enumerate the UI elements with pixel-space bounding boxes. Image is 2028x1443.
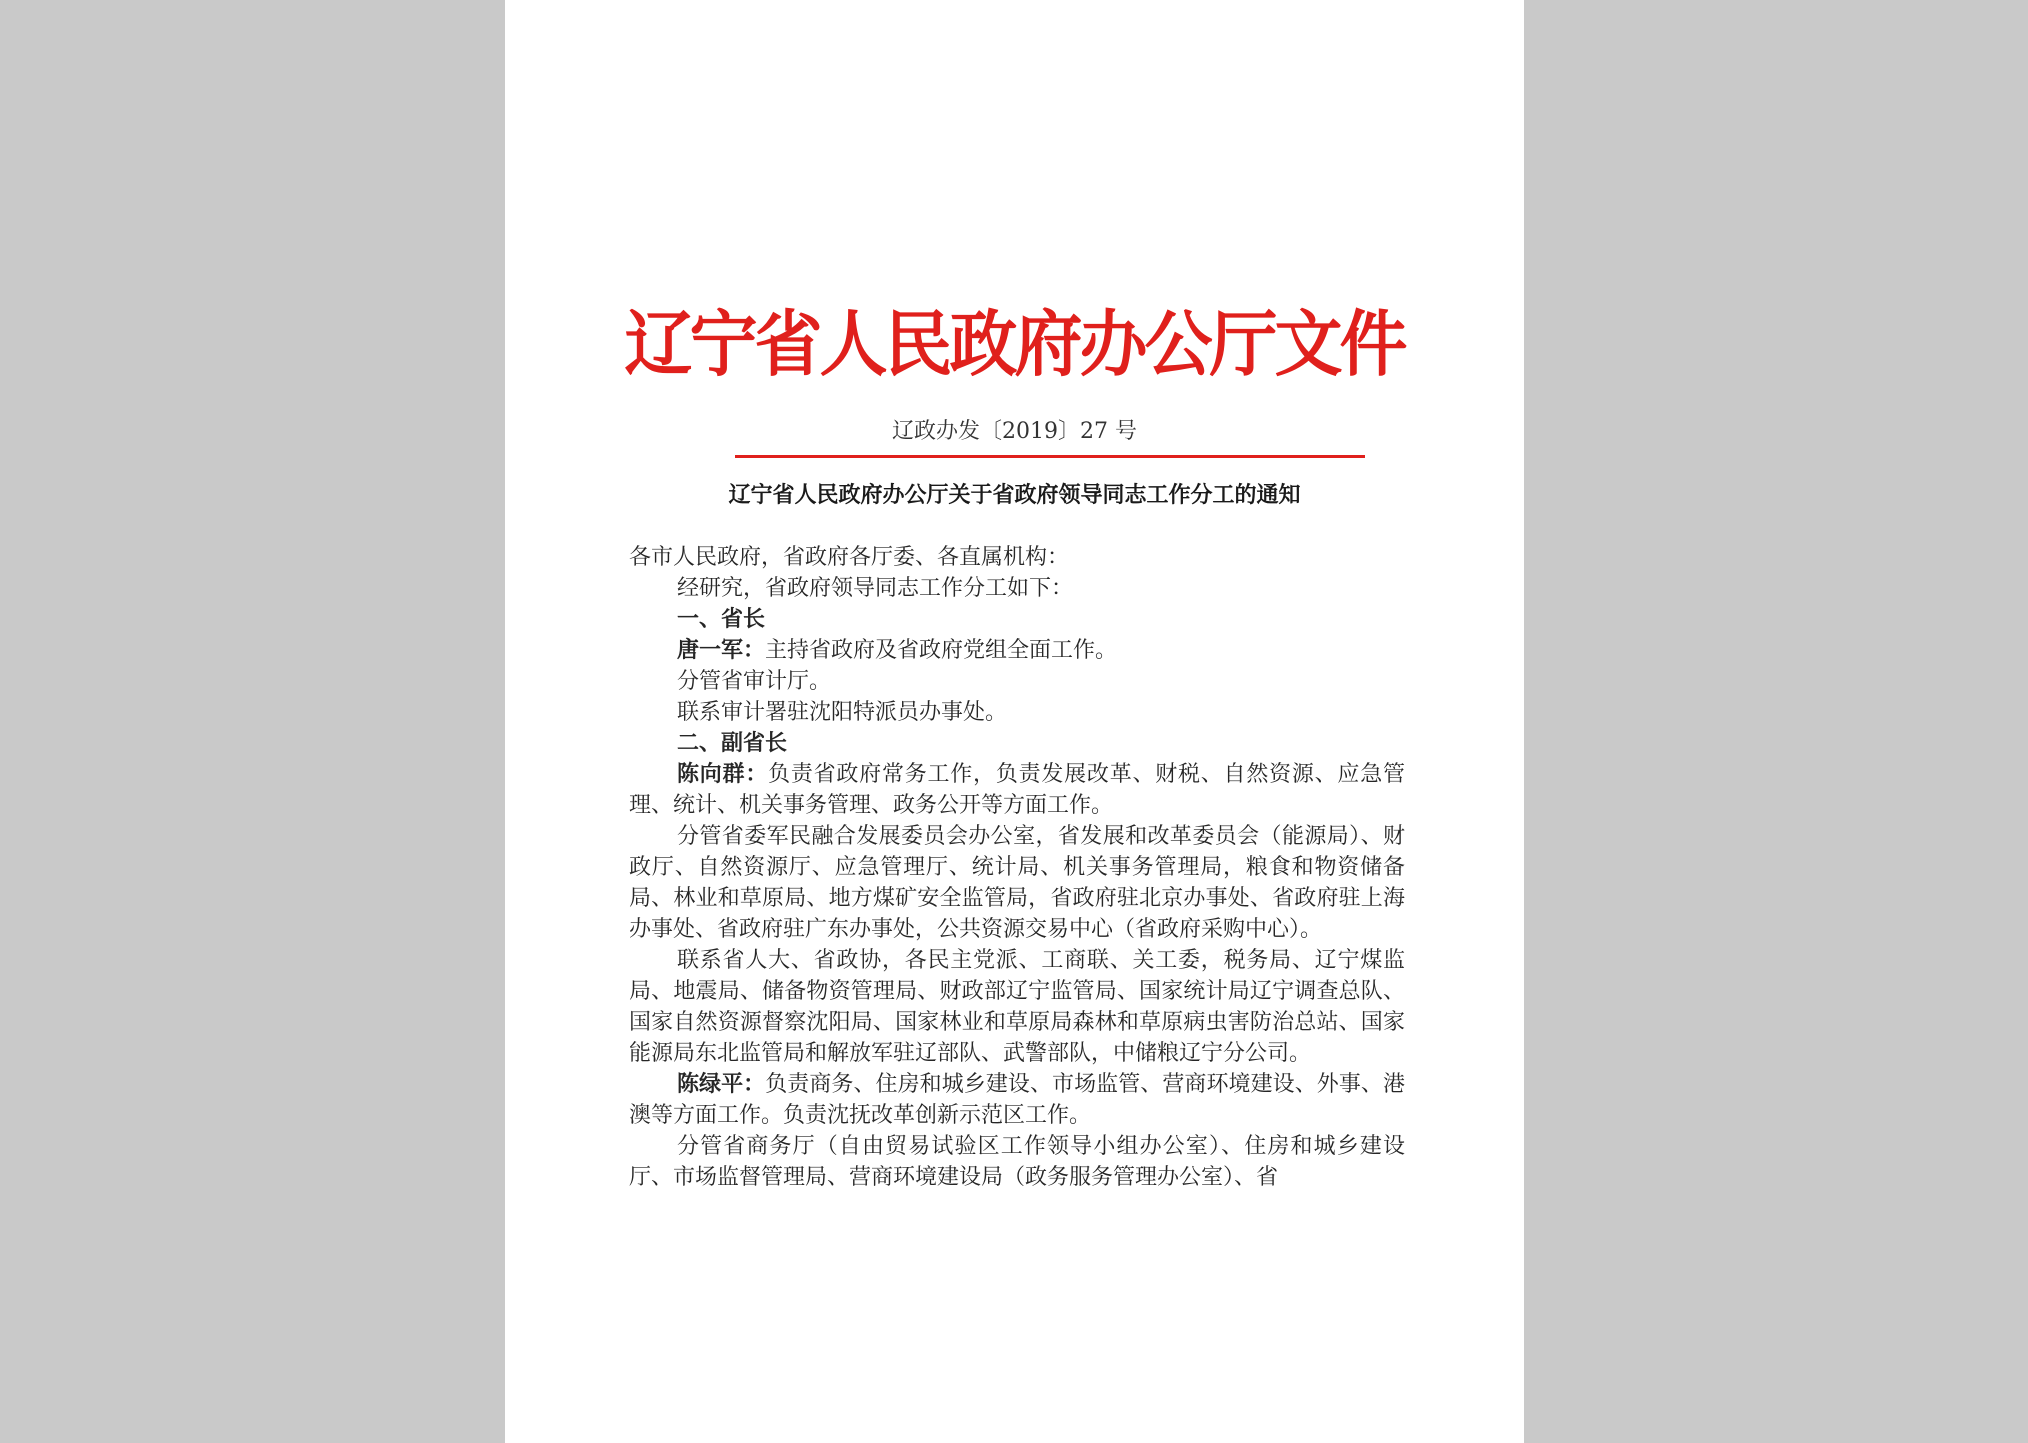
official-name: 陈向群： <box>677 761 769 787</box>
paragraph-chen-xiangqun-supervises: 分管省委军民融合发展委员会办公室，省发展和改革委员会（能源局）、财政厅、自然资源厅、应急管理厅、统计局、机关事务管理局，粮食和物资储备局、林业和草原局、地方煤矿安全监管局，省政府驻北京办事处、省政府驻上海办事处、省政府驻广东办事处，公共资源交易中心（省政府采购中心）。 <box>629 824 1405 942</box>
paragraph-chen-xiangqun-duties <box>629 759 1405 821</box>
official-name: 陈绿平： <box>677 1071 766 1097</box>
intro-paragraph: 经研究，省政府领导同志工作分工如下： <box>677 576 1074 601</box>
document-body <box>629 542 1405 1193</box>
official-name: 唐一军： <box>677 637 766 663</box>
paragraph-chen-lvping-duties <box>629 1069 1405 1131</box>
duty-text: 负责省政府常务工作，负责发展改革、财税、自然资源、应急管理、统计、机关事务管理、政务公开等方面工作。 <box>629 762 1405 818</box>
paragraph-governor-supervises: 分管省审计厅。 <box>677 669 832 694</box>
document-header: 辽宁省人民政府办公厅文件 <box>624 303 1405 387</box>
section-heading-vice-governor: 二、副省长 <box>677 730 788 756</box>
paragraph-chen-lvping-supervises: 分管省商务厅（自由贸易试验区工作领导小组办公室）、住房和城乡建设厅、市场监督管理局、营商环境建设局（政务服务管理办公室）、省 <box>629 1134 1405 1190</box>
document-page <box>505 0 1524 1443</box>
document-number: 辽政办发〔2019〕27 号 <box>892 419 1137 444</box>
document-title: 辽宁省人民政府办公厅关于省政府领导同志工作分工的通知 <box>728 482 1301 508</box>
red-divider-line <box>735 455 1365 458</box>
duty-text: 主持省政府及省政府党组全面工作。 <box>765 638 1118 663</box>
salutation: 各市人民政府，省政府各厅委、各直属机构： <box>629 545 1070 570</box>
section-heading-governor: 一、省长 <box>677 606 766 632</box>
paragraph-governor-liaison: 联系审计署驻沈阳特派员办事处。 <box>677 700 1008 725</box>
paragraph-governor-duties <box>629 635 1405 666</box>
paragraph-chen-xiangqun-liaison: 联系省人大、省政协，各民主党派、工商联、关工委，税务局、辽宁煤监局、地震局、储备物资管理局、财政部辽宁监管局、国家统计局辽宁调查总队、国家自然资源督察沈阳局、国家林业和草原局森林和草原病虫害防治总站、国家能源局东北监管局和解放军驻辽部队、武警部队，中储粮辽宁分公司。 <box>629 948 1405 1066</box>
duty-text: 负责商务、住房和城乡建设、市场监管、营商环境建设、外事、港澳等方面工作。负责沈抚改革创新示范区工作。 <box>629 1072 1405 1128</box>
